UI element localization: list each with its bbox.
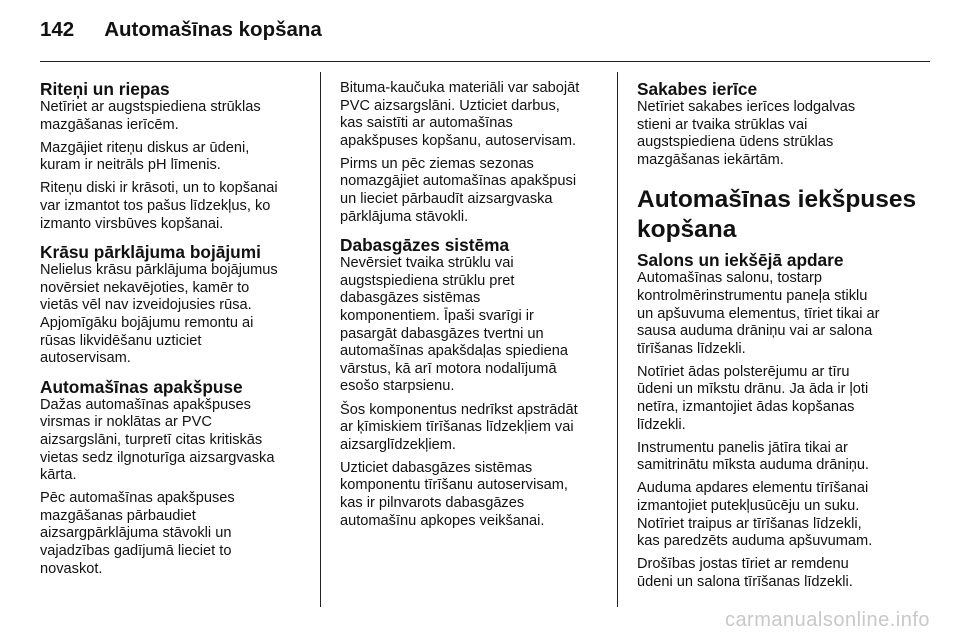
header-rule <box>40 61 930 62</box>
column-divider-1 <box>320 72 321 607</box>
paragraph: Šos komponentus nedrīkst apstrādāt ar ķīmiskiem tīrīšanas līdzekļiem vai aizsarglīdzekļiem. <box>340 401 578 453</box>
paragraph: Auduma apdares elementu tīrīšanai izmantojiet putekļusūcēju un suku. Notīriet traipus ar tīrīšanas līdzekli, kas paredzēts auduma apšuvumam. <box>637 480 873 550</box>
column-divider-2 <box>617 72 618 607</box>
section-heading-towbar: Sakabes ierīce <box>637 79 758 99</box>
paragraph: Nevērsiet tvaika strūklu vai augstspiediena strūklu pret dabasgāzes sistēmas komponentiem. Īpaši svarīgi ir pasargāt dabasgāzes tvertni un automašīnas apakšdaļas spiediena vārstus, kā arī motora nodalījumā esošo starpsienu. <box>340 255 568 395</box>
section-heading-paint-damage: Krāsu pārklājuma bojājumi <box>40 242 261 263</box>
paragraph: Mazgājiet riteņu diskus ar ūdeni, kuram ir neitrāls pH līmenis. <box>40 139 250 174</box>
section-heading-interior-trim: Salons un iekšējā apdare <box>637 250 844 271</box>
paragraph: Notīriet ādas polsterējumu ar tīru ūdeni un mīkstu drānu. Ja āda ir ļoti netīra, izmantojiet ādas kopšanas līdzekli. <box>637 363 869 433</box>
section-heading-wheels: Riteņi un riepas <box>40 79 170 99</box>
column-1 <box>40 80 310 584</box>
watermark: carmanualsonline.info <box>724 609 930 631</box>
paragraph: Instrumentu panelis jātīra tikai ar samitrinātu mīksta auduma drāniņu. <box>637 439 869 474</box>
chapter-heading-interior-care: Automašīnas iekšpuses kopšana <box>637 186 917 244</box>
paragraph: Netīriet ar augstspiediena strūklas mazgāšanas ierīcēm. <box>40 99 261 133</box>
page-number: 142 <box>40 18 75 41</box>
paragraph: Pēc automašīnas apakšpuses mazgāšanas pārbaudiet aizsargpārklājuma stāvokli un vajadzības gadījumā lieciet to novaskot. <box>40 490 235 577</box>
paragraph: Dažas automašīnas apakšpuses virsmas ir noklātas ar PVC aizsargslāni, turpretī citas kritiskās vietas sedz ilgnoturīga aizsargvaska kārta. <box>40 396 275 484</box>
paragraph: Nelielus krāsu pārklājuma bojājumus novērsiet nekavējoties, kamēr to vietās vēl nav izveidojusies rūsa. Apjomīgāku bojājumu remontu ai rūsas likvidēšanu uzticiet autoservisam. <box>40 262 278 367</box>
page-header <box>40 18 322 48</box>
column-2 <box>340 80 610 536</box>
paragraph: Riteņu diski ir krāsoti, un to kopšanai var izmantot tos pašus līdzekļus, ko izmanto virsbūves kopšanai. <box>40 180 278 232</box>
paragraph: Netīriet sakabes ierīces lodgalvas stieni ar tvaika strūklas vai augstspiediena ūdens strūklas mazgāšanas iekārtām. <box>637 99 856 168</box>
paragraph: Uzticiet dabasgāzes sistēmas komponentu tīrīšanu autoservisam, kas ir pilnvarots dabasgāzes automašīnu apkopes veikšanai. <box>340 459 568 529</box>
paragraph: Pirms un pēc ziemas sezonas nomazgājiet automašīnas apakšpusi un lieciet pārbaudīt aizsargvaska pārklājuma stāvokli. <box>340 155 577 225</box>
column-3 <box>637 80 937 597</box>
paragraph: Automašīnas salonu, tostarp kontrolmērinstrumentu paneļa stiklu un apšuvuma elementus, tīriet tikai ar sausa auduma drāniņu vai ar salona tīrīšanas līdzekli. <box>637 270 880 357</box>
page-title: Automašīnas kopšana <box>104 18 322 41</box>
section-heading-underbody: Automašīnas apakšpuse <box>40 376 243 397</box>
paragraph: Drošības jostas tīriet ar remdenu ūdeni un salona tīrīšanas līdzekli. <box>637 556 853 590</box>
section-heading-natural-gas: Dabasgāzes sistēma <box>340 235 510 256</box>
paragraph: Bituma-kaučuka materiāli var sabojāt PVC aizsargslāni. Uzticiet darbus, kas saistīti ar automašīnas apakšpuses kopšanu, autoservisam. <box>340 80 580 149</box>
